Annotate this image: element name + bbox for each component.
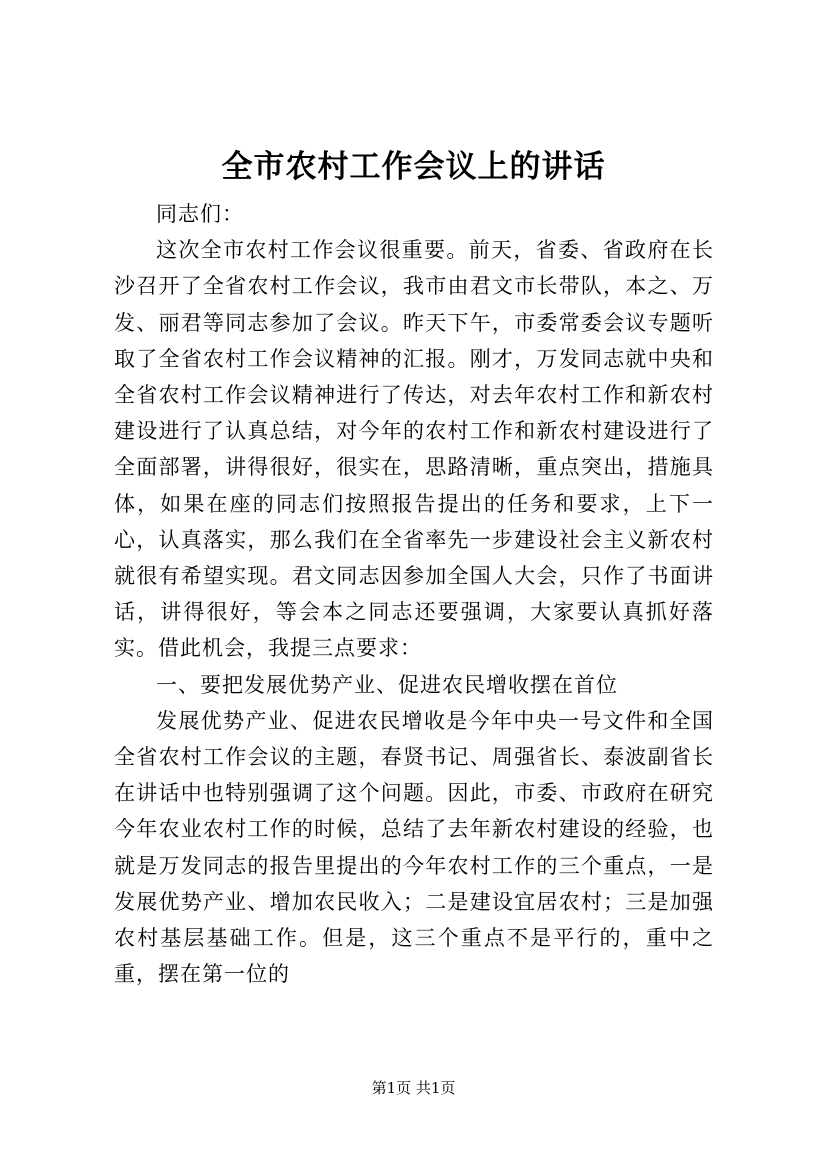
page-title: 全市农村工作会议上的讲话 xyxy=(221,149,606,185)
paragraph-1: 这次全市农村工作会议很重要。前天，省委、省政府在长沙召开了全省农村工作会议，我市由君文市长带队，本之、万发、丽君等同志参加了会议。昨天下午，市委常委会议专题听取了全省农村工作会议精神的汇报。刚才，万发同志就中央和全省农村工作会议精神进行了传达，对去年农村工作和新农村建设进行了认真总结，对今年的农村工作和新农村建设进行了全面部署，讲得很好，很实在，思路清晰，重点突出，措施具体，如果在座的同志们按照报告提出的任务和要求，上下一心，认真落实，那么我们在全省率先一步建设社会主义新农村就很有希望实现。君文同志因参加全国人大会，只作了书面讲话，讲得很好，等会本之同志还要强调，大家要认真抓好落实。借此机会，我提三点要求： xyxy=(114,238,714,661)
section-heading-1: 一、要把发展优势产业、促进农民增收摆在首位 xyxy=(156,672,618,697)
salutation: 同志们： xyxy=(156,202,244,226)
page-footer: 第1页 共1页 xyxy=(371,1079,456,1097)
document-body xyxy=(114,196,714,992)
paragraph-2: 发展优势产业、促进农民增收是今年中央一号文件和全国全省农村工作会议的主题，春贤书记、周强省长、泰波副省长在讲话中也特别强调了这个问题。因此，市委、市政府在研究今年农业农村工作的时候，总结了去年新农村建设的经验，也就是万发同志的报告里提出的今年农村工作的三个重点，一是发展优势产业、增加农民收入；二是建设宜居农村；三是加强农村基层基础工作。但是，这三个重点不是平行的，重中之重，摆在第一位的 xyxy=(114,708,714,987)
